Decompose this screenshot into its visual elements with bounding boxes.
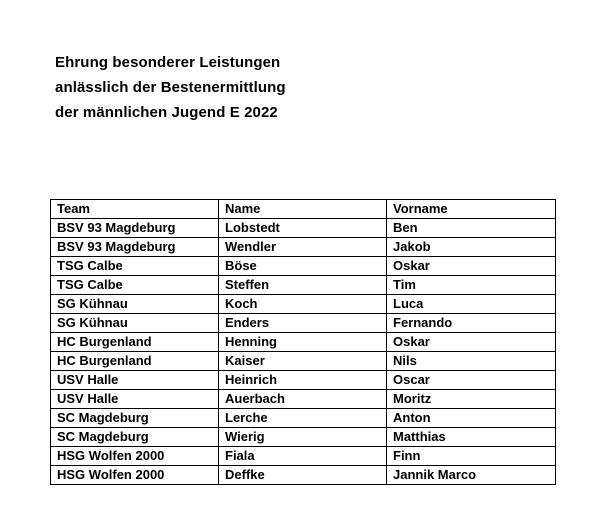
cell-vorname: Jakob [387,238,556,257]
table-row [51,371,556,390]
cell-team: SG Kühnau [51,295,219,314]
cell-vorname: Anton [387,409,556,428]
table-row [51,352,556,371]
cell-vorname: Moritz [387,390,556,409]
cell-name: Henning [219,333,387,352]
cell-team: BSV 93 Magdeburg [51,238,219,257]
cell-name: Auerbach [219,390,387,409]
header-team: Team [51,200,219,219]
cell-name: Wendler [219,238,387,257]
table-row [51,257,556,276]
table-body [51,219,556,485]
table-row [51,276,556,295]
cell-vorname: Fernando [387,314,556,333]
cell-name: Lobstedt [219,219,387,238]
cell-team: HSG Wolfen 2000 [51,466,219,485]
table-row [51,447,556,466]
cell-team: SC Magdeburg [51,409,219,428]
table-row [51,314,556,333]
table-row [51,409,556,428]
document-title [55,50,286,125]
header-vorname: Vorname [387,200,556,219]
cell-name: Koch [219,295,387,314]
cell-name: Deffke [219,466,387,485]
table-row [51,428,556,447]
header-name: Name [219,200,387,219]
title-line-3: der männlichen Jugend E 2022 [55,104,278,121]
cell-team: TSG Calbe [51,276,219,295]
cell-name: Wierig [219,428,387,447]
table-header-row [51,200,556,219]
cell-vorname: Oskar [387,333,556,352]
table-row [51,466,556,485]
cell-vorname: Finn [387,447,556,466]
cell-team: USV Halle [51,390,219,409]
cell-vorname: Jannik Marco [387,466,556,485]
cell-team: TSG Calbe [51,257,219,276]
table-row [51,390,556,409]
cell-team: BSV 93 Magdeburg [51,219,219,238]
table-row [51,238,556,257]
cell-name: Steffen [219,276,387,295]
table-row [51,219,556,238]
honors-table [50,199,556,485]
cell-name: Enders [219,314,387,333]
cell-team: HC Burgenland [51,352,219,371]
cell-vorname: Oskar [387,257,556,276]
cell-team: SC Magdeburg [51,428,219,447]
cell-name: Lerche [219,409,387,428]
cell-name: Fiala [219,447,387,466]
cell-vorname: Nils [387,352,556,371]
table-row [51,333,556,352]
cell-vorname: Ben [387,219,556,238]
cell-vorname: Tim [387,276,556,295]
table-row [51,295,556,314]
cell-vorname: Oscar [387,371,556,390]
cell-name: Heinrich [219,371,387,390]
cell-vorname: Matthias [387,428,556,447]
cell-team: SG Kühnau [51,314,219,333]
cell-name: Kaiser [219,352,387,371]
cell-name: Böse [219,257,387,276]
title-line-1: Ehrung besonderer Leistungen [55,54,281,71]
cell-team: USV Halle [51,371,219,390]
title-line-2: anlässlich der Bestenermittlung [55,79,286,96]
cell-team: HSG Wolfen 2000 [51,447,219,466]
cell-team: HC Burgenland [51,333,219,352]
cell-vorname: Luca [387,295,556,314]
